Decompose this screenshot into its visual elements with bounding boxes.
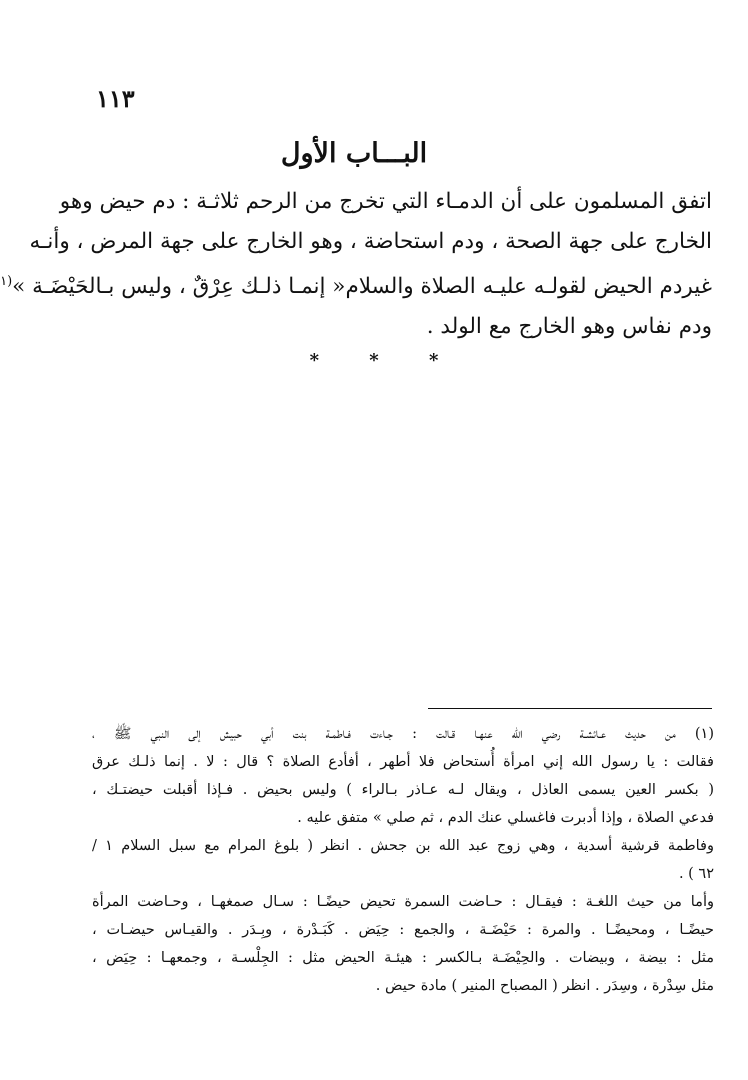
page-number: ١١٣: [96, 84, 135, 113]
footnote-line: ٦٢ ) .: [678, 866, 714, 882]
footnote-line: مثل : بيضة ، وبيضات . والحِيْضَـة بـالكسر : هيئـة الحيض مثل : الجِلْسـة ، وجمعهـا : حِيَض ،: [92, 950, 714, 966]
main-body-text: [0, 182, 712, 347]
body-line: ودم نفاس وهو الخارج مع الولد .: [426, 314, 712, 340]
section-separator: * * *: [309, 350, 461, 371]
footnote-line: ( بكسر العين يسمى العاذل ، ويقال لـه عـاذر بـالراء ) وليس بحيض . فـإذا أقبلت حيضتـك ،: [92, 782, 714, 798]
body-line: اتفق المسلمون على أن الدمـاء التي تخرج من الرحم ثلاثـة : دم حيض وهو: [59, 189, 712, 214]
footnote-line: مثل سِدْرة ، وسِدَر . انظر ( المصباح المنير ) مادة حيض .: [375, 978, 714, 994]
body-line-text: غيردم الحيض لقولـه عليـه الصلاة والسلام« إنمـا ذلـك عِرْقٌ ، وليس بـالحَيْضَـة »: [12, 274, 712, 300]
footnote-line: حيضًـا ، ومحيضًـا . والمرة : حَيْضَـة ، والجمع : حِيَض . كَبَـدْرة ، وبِـدَر . والقيـاس حيضـات ،: [92, 922, 714, 938]
footnote-line: وفاطمة قرشية أسدية ، وهي زوج عبد الله بن جحش . انظر ( بلوغ المرام مع سبل السلام ١ /: [92, 838, 714, 854]
footnote-line: (١) من حديث عـائشـة رضي الله عنهـا قـالت : جـاءت فـاطمـة بنت أبي حبيش إلى النبي ﷺ ،: [92, 726, 714, 742]
footnotes-block: [92, 720, 714, 1000]
body-line: الخارج على جهة الصحة ، ودم استحاضة ، وهو الخارج على جهة المرض ، وأنـه: [29, 229, 712, 254]
chapter-title: البـــاب الأول: [280, 138, 428, 169]
footnote-divider: [428, 708, 712, 709]
footnote-line: فقالت : يا رسول الله إني امرأة أُستحاض فلا أطهر ، أفأدع الصلاة ؟ قال : لا . إنما ذلـك عرق: [92, 754, 714, 770]
footnote-line: وأما من حيث اللغـة : فيقـال : حـاضت السمرة تحيض حيضًـا : سـال صمغهـا ، وحـاضت المرأة: [92, 894, 714, 910]
footnote-reference[interactable]: (١: [0, 274, 13, 289]
body-line: [0, 262, 712, 307]
footnote-line: فدعي الصلاة ، وإذا أدبرت فاغسلي عنك الدم ، ثم صلي » متفق عليه .: [297, 810, 714, 826]
